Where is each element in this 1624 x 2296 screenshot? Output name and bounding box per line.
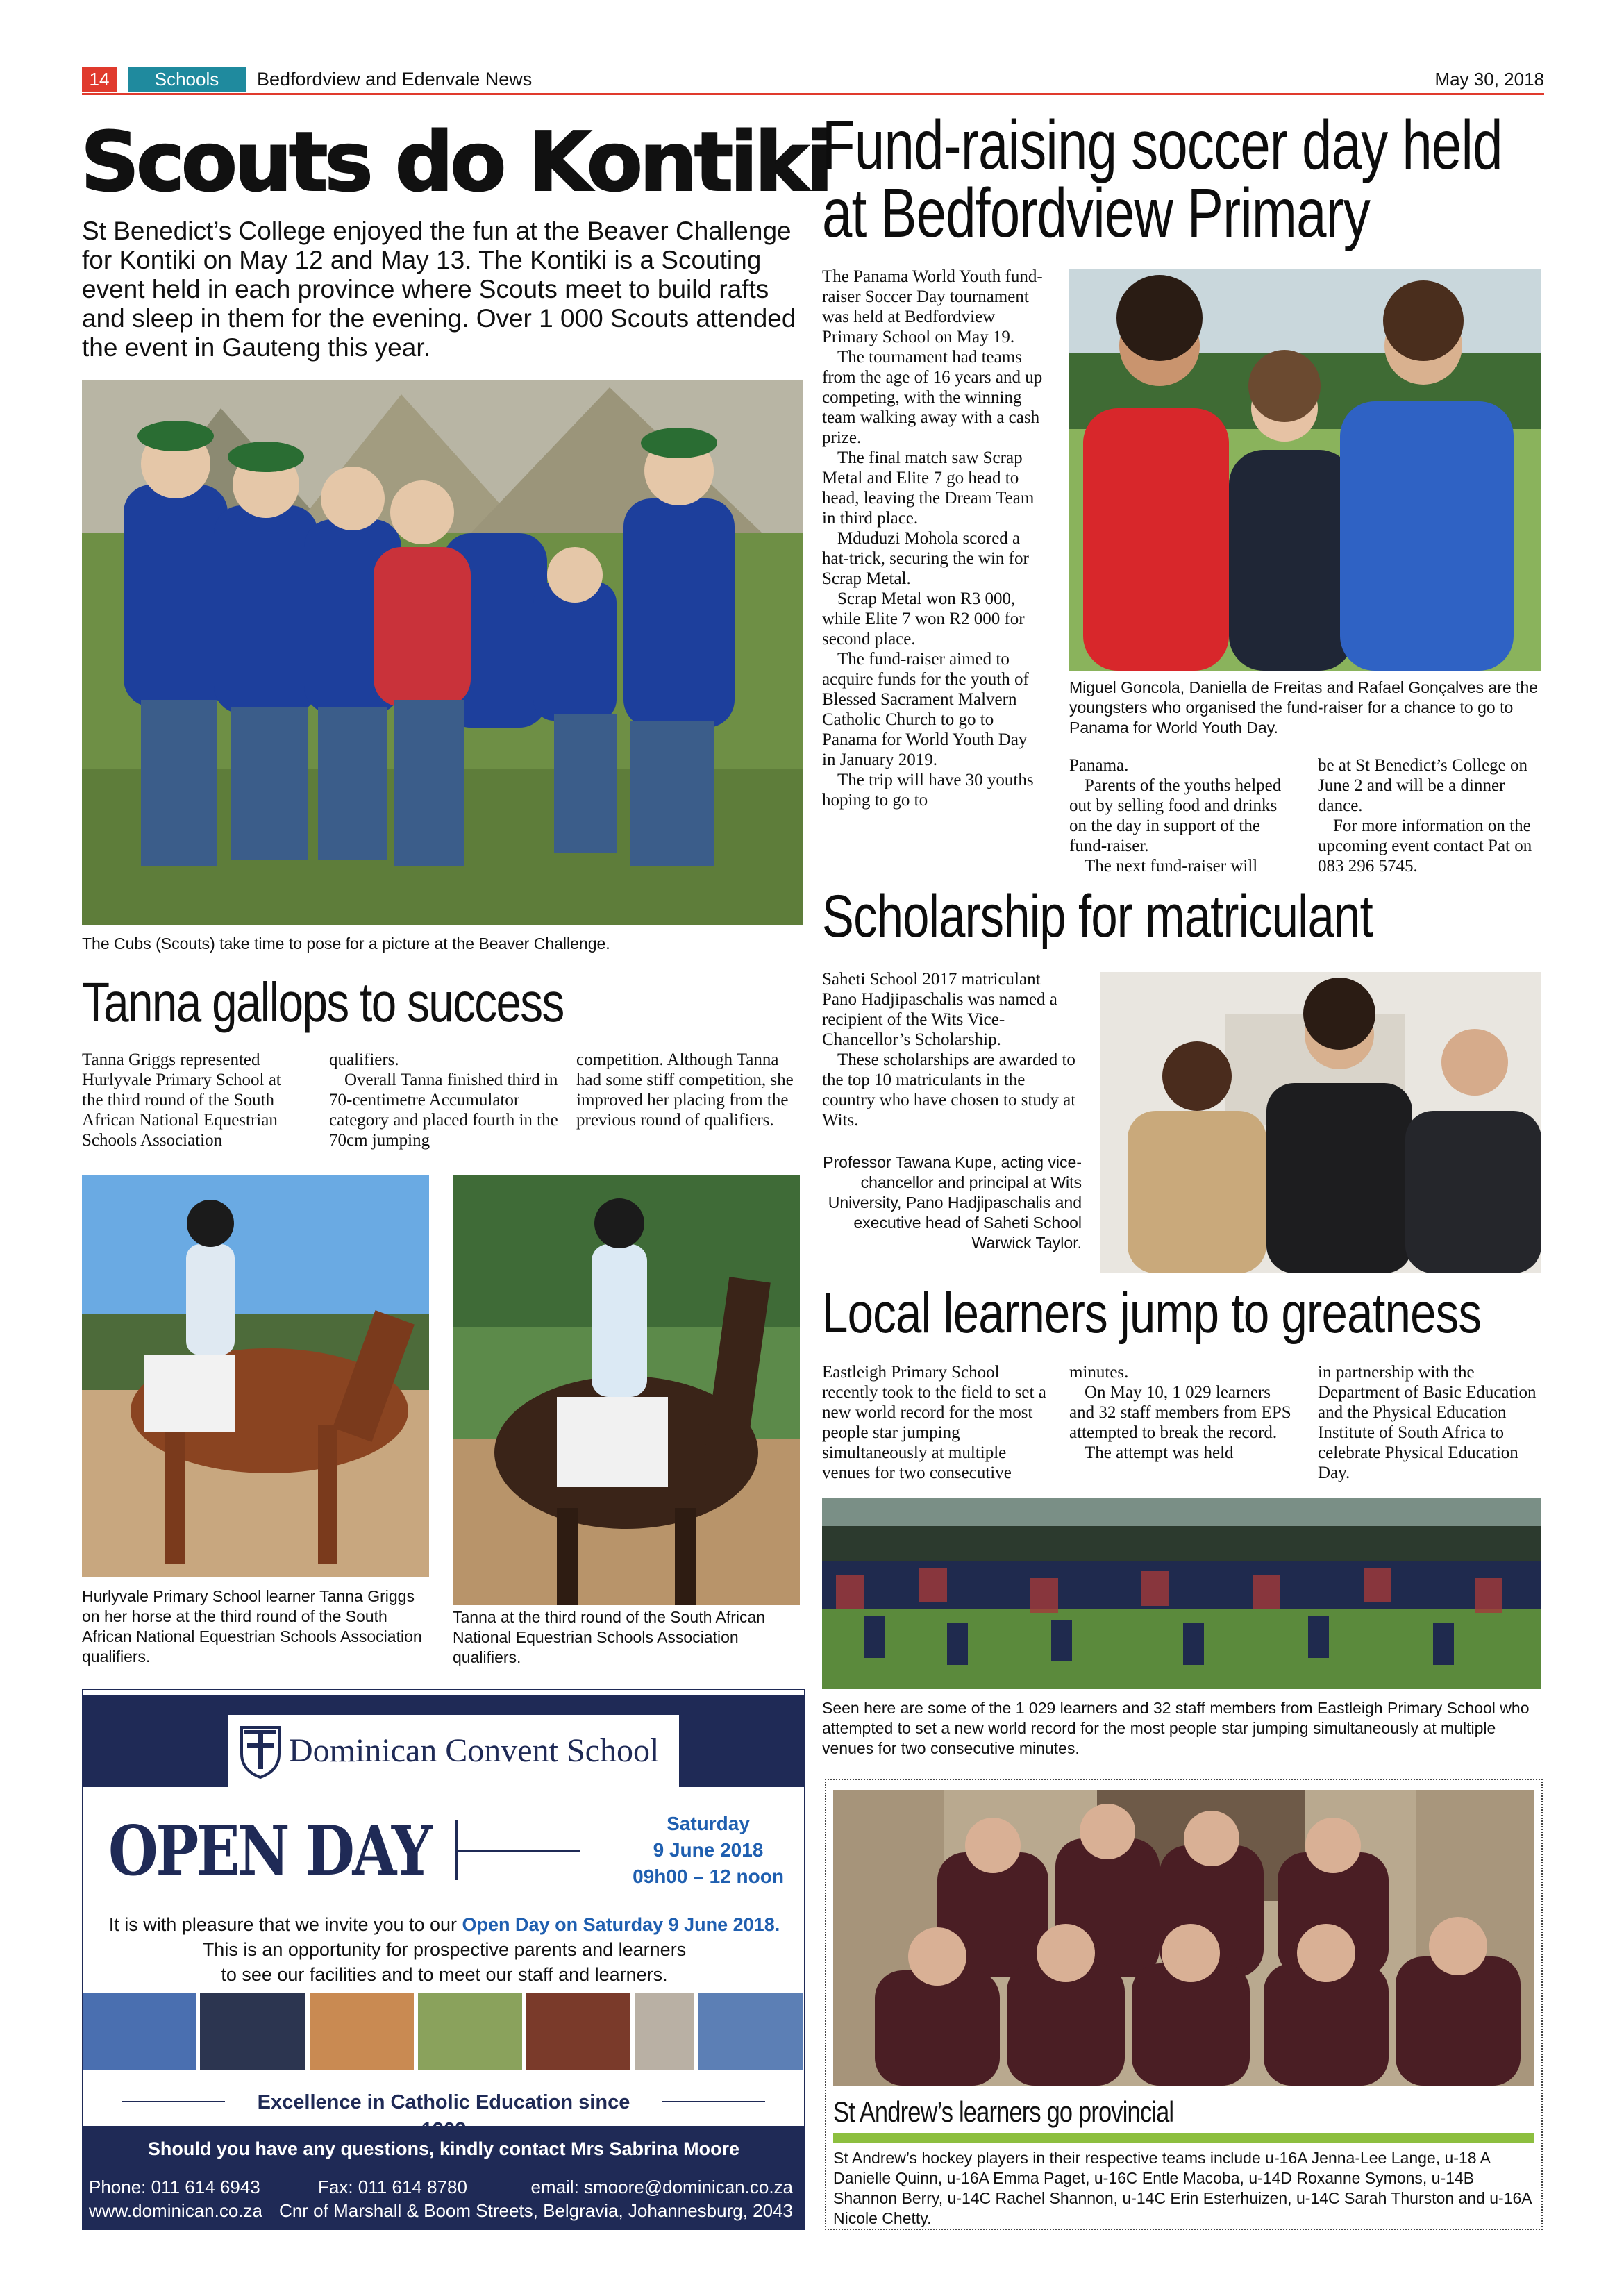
ad-invite-prefix: It is with pleasure that we invite you to our	[108, 1914, 462, 1935]
soccer-col1-p3: The final match saw Scrap Metal and Elite 7 go head to head, leaving the Dream Team in third place.	[822, 449, 1035, 528]
standrews-headline: St Andrew’s learners go provincial	[833, 2095, 1174, 2128]
publication-name: Bedfordview and Edenvale News	[257, 69, 533, 90]
ad-school-name: Dominican Convent School	[289, 1732, 660, 1769]
ad-invitation	[97, 1912, 792, 1987]
soccer-col1-p1: The Panama World Youth fund-raiser Soccer Day tournament was held at Bedfordview Primary School on May 19.	[822, 267, 1043, 346]
section-label: Schools	[128, 67, 246, 92]
scholarship-photo	[1100, 972, 1541, 1273]
scholarship-caption: Professor Tawana Kupe, acting vice-chancellor and principal at Wits University, Pano Hadjipaschalis and executive head of Saheti School Warwick Taylor.	[823, 1153, 1082, 1252]
tanna-col3: competition. Although Tanna had some stiff competition, she improved her placing from the previous round of qualifiers.	[576, 1050, 794, 1130]
ad-invite-line3: to see our facilities and to meet our staff and learners.	[221, 1964, 668, 1985]
learners-col1: Eastleigh Primary School recently took to the field to set a new world record for the most people star jumping simultaneously at multiple venues for two consecutive	[822, 1363, 1046, 1482]
learners-col2-p1: minutes.	[1069, 1363, 1129, 1382]
ad-date-day: Saturday	[667, 1813, 750, 1834]
ad-tagline: Excellence in Catholic Education since	[257, 2091, 630, 2113]
tanna-col1: Tanna Griggs represented Hurlyvale Primary School at the third round of the South African National Equestrian Schools Association	[82, 1050, 281, 1150]
scouts-headline: Scouts do Kontiki	[81, 114, 830, 210]
scouts-photo	[82, 380, 803, 925]
page-number: 14	[82, 67, 117, 92]
standrews-photo	[833, 1790, 1534, 2086]
learners-caption: Seen here are some of the 1 029 learners and 32 staff members from Eastleigh Primary School who attempted to set a new world record for the most people star jumping simultaneously at multiple venues for two consecutive minutes.	[822, 1699, 1530, 1757]
ad-logo-box[interactable]	[228, 1715, 679, 1787]
soccer-col3	[1318, 755, 1541, 876]
soccer-col1-p6: The fund-raiser aimed to acquire funds for the youth of Blessed Sacrament Malvern Catholic Church to go to Panama for World Youth Day in January 2019.	[822, 650, 1029, 769]
soccer-col3-p1: be at St Benedict’s College on June 2 and will be a dinner dance.	[1318, 756, 1528, 815]
tanna-caption-1: Hurlyvale Primary School learner Tanna Griggs on her horse at the third round of the South African National Equestrian Schools Association qualifiers.	[82, 1587, 422, 1666]
learners-col3: in partnership with the Department of Basic Education and the Physical Education Institute of South Africa to celebrate Physical Education Day.	[1318, 1363, 1537, 1482]
tanna-col2-p1: qualifiers.	[329, 1050, 399, 1069]
learners-col2	[1069, 1362, 1295, 1463]
soccer-col2-p1: Panama.	[1069, 756, 1129, 775]
soccer-col3-p2: For more information on the upcoming event contact Pat on 083 296 5745.	[1318, 816, 1532, 875]
ad-fax: Fax: 011 614 8780	[318, 2177, 467, 2197]
ad-phone[interactable]: Phone: 011 614 6943	[89, 2177, 260, 2197]
scouts-caption: The Cubs (Scouts) take time to pose for a picture at the Beaver Challenge.	[82, 935, 610, 953]
soccer-col2-p3: The next fund-raiser will	[1085, 857, 1258, 875]
page-header	[82, 64, 1544, 94]
learners-headline: Local learners jump to greatness	[822, 1282, 1482, 1345]
ad-contact-heading: Should you have any questions, kindly contact Mrs Sabrina Moore	[147, 2138, 740, 2159]
tanna-photo-1	[82, 1175, 429, 1577]
tanna-headline: Tanna gallops to success	[82, 971, 564, 1033]
ad-invite-highlight: Open Day on Saturday 9 June 2018.	[462, 1914, 780, 1935]
scouts-intro: St Benedict’s College enjoyed the fun at the Beaver Challenge for Kontiki on May 12 and May 13. The Kontiki is a Scouting event held in each province where Scouts meet to build rafts and sleep in them for the evening. Over 1 000 Scouts attended the event in Gauteng this year.	[82, 217, 796, 362]
ad-tagline-rule-right	[662, 2101, 765, 2102]
ad-website[interactable]: www.dominican.co.za	[89, 2200, 262, 2221]
ad-time: 09h00 – 12 noon	[633, 1866, 784, 1887]
standrews-caption: St Andrew’s hockey players in their respective teams include u-16A Jenna-Lee Lange, u-18 A Danielle Quinn, u-16A Emma Paget, u-16C Entle Macoba, u-14D Roxanne Symons, u-14B Shannon Berry, u-14C Rachel Shannon, u-14C Erin Esterhuizen, u-14C Sarah Thurston and u-16A Nicole Chetty.	[833, 2149, 1532, 2227]
tanna-col2	[329, 1050, 558, 1150]
ad-address: Cnr of Marshall & Boom Streets, Belgravia, Johannesburg, 2043	[279, 2200, 793, 2221]
ad-date-block	[604, 1811, 812, 1890]
learners-col2-p2: On May 10, 1 029 learners and 32 staff members from EPS attempted to break the record.	[1069, 1383, 1291, 1442]
soccer-headline	[822, 106, 1502, 252]
ad-email[interactable]: email: smoore@dominican.co.za	[530, 2177, 793, 2197]
soccer-col1-p4: Mduduzi Mohola scored a hat-trick, securing the win for Scrap Metal.	[822, 529, 1029, 588]
school-crest-icon	[239, 1723, 282, 1779]
soccer-col1-p5: Scrap Metal won R3 000, while Elite 7 won R2 000 for second place.	[822, 589, 1025, 648]
tanna-photo-2	[453, 1175, 800, 1605]
soccer-headline-line1: Fund-raising soccer day held	[822, 106, 1502, 184]
ad-open-day-title[interactable]: OPEN DAY	[108, 1811, 430, 1891]
tanna-col2-p2: Overall Tanna finished third in 70-centimetre Accumulator category and placed fourth in the 70cm jumping	[329, 1071, 558, 1150]
issue-date: May 30, 2018	[1434, 69, 1544, 90]
soccer-caption: Miguel Goncola, Daniella de Freitas and Rafael Gonçalves are the youngsters who organised the fund-raiser for a chance to go to Panama for World Youth Day.	[1069, 678, 1539, 737]
soccer-col2	[1069, 755, 1295, 876]
soccer-headline-line2: at Bedfordview Primary	[822, 174, 1371, 252]
learners-photo	[822, 1498, 1541, 1689]
ad-date: 9 June 2018	[653, 1839, 764, 1861]
learners-col2-p3: The attempt was held	[1085, 1443, 1234, 1462]
soccer-col1-p7: The trip will have 30 youths hoping to go to	[822, 771, 1034, 810]
ad-contact-panel	[82, 2126, 805, 2230]
standrews-green-bar	[833, 2133, 1534, 2143]
soccer-col1	[822, 267, 1044, 810]
ad-tagline-rule-left	[122, 2101, 225, 2102]
soccer-photo	[1069, 269, 1541, 671]
soccer-col2-p2: Parents of the youths helped out by selling food and drinks on the day in support of the fund-raiser.	[1069, 776, 1282, 855]
tanna-caption-2: Tanna at the third round of the South African National Equestrian Schools Association qualifiers.	[453, 1608, 766, 1666]
scholarship-body	[822, 969, 1079, 1130]
soccer-col1-p2: The tournament had teams from the age of 16 years and up competing, with the winning team walking away with a cash prize.	[822, 348, 1043, 447]
ad-invite-line1	[97, 1912, 792, 1937]
scholarship-headline: Scholarship for matriculant	[822, 883, 1373, 950]
ad-photo-strip	[83, 1993, 803, 2070]
scholarship-body-p2: These scholarships are awarded to the top 10 matriculants in the country who have chosen to study at Wits.	[822, 1050, 1076, 1130]
ad-title-rule	[455, 1850, 580, 1852]
header-rule	[82, 93, 1544, 95]
ad-invite-line2: This is an opportunity for prospective parents and learners	[202, 1939, 687, 1960]
scholarship-body-p1: Saheti School 2017 matriculant Pano Hadjipaschalis was named a recipient of the Wits Vice-Chancellor’s Scholarship.	[822, 970, 1057, 1049]
